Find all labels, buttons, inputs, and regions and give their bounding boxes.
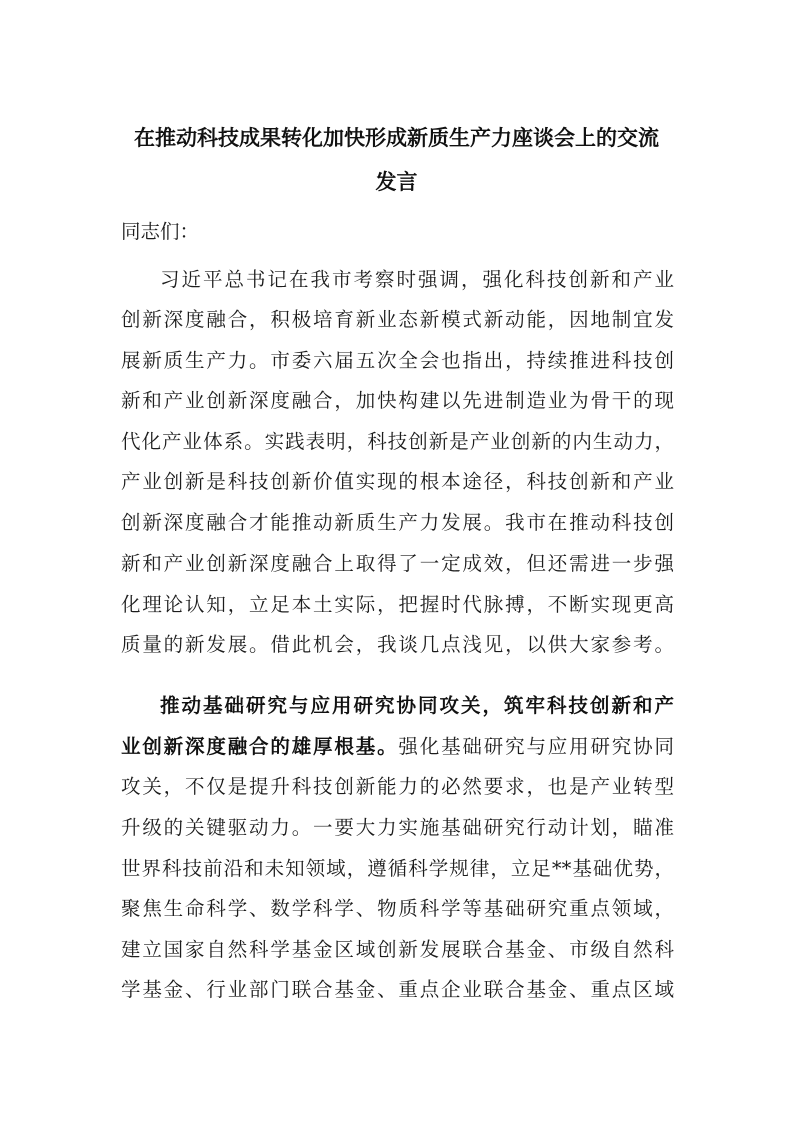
paragraph-1-line: 新和产业创新深度融合，加快构建以先进制造业为骨干的现: [121, 389, 674, 412]
document-title-line-2: 发言: [375, 169, 418, 194]
paragraph-2-line: 升级的关键驱动力。一要大力实施基础研究行动计划，瞄准: [121, 816, 674, 839]
paragraph-2-line: 世界科技前沿和未知领域，遵循科学规律，立足**基础优势，: [121, 857, 674, 880]
paragraph-1-line: 展新质生产力。市委六届五次全会也指出，持续推进科技创: [121, 349, 674, 372]
paragraph-2-line: [121, 735, 674, 759]
paragraph-2-line: 学基金、行业部门联合基金、重点企业联合基金、重点区域: [121, 978, 674, 1001]
paragraph-2-heading-line: [160, 694, 674, 718]
paragraph-1-line: 代化产业体系。实践表明，科技创新是产业创新的内生动力，: [121, 430, 674, 453]
paragraph-1-line: 产业创新是科技创新价值实现的根本途径，科技创新和产业: [121, 470, 674, 493]
paragraph-2-text: 强化基础研究与应用研究协同: [398, 735, 674, 758]
salutation: 同志们：: [121, 220, 200, 243]
paragraph-2-line: 聚焦生命科学、数学科学、物质科学等基础研究重点领域，: [121, 897, 674, 920]
paragraph-1-line: 化理论认知，立足本土实际，把握时代脉搏，不断实现更高: [121, 593, 674, 616]
paragraph-1-line: 习近平总书记在我市考察时强调，强化科技创新和产业: [160, 268, 674, 291]
paragraph-2-line: 建立国家自然科学基金区域创新发展联合基金、市级自然科: [121, 938, 674, 961]
paragraph-1-line: 创新深度融合才能推动新质生产力发展。我市在推动科技创: [121, 511, 674, 534]
document-title-line-1: 在推动科技成果转化加快形成新质生产力座谈会上的交流: [134, 125, 659, 150]
paragraph-2-bold-text: 推动基础研究与应用研究协同攻关，筑牢科技创新和产: [160, 694, 674, 717]
paragraph-1-line: 质量的新发展。借此机会，我谈几点浅见，以供大家参考。: [121, 633, 674, 656]
paragraph-1-line: 创新深度融合，积极培育新业态新模式新动能，因地制宜发: [121, 308, 674, 331]
paragraph-2-bold-text: 业创新深度融合的雄厚根基。: [121, 735, 399, 758]
paragraph-2-line: 攻关，不仅是提升科技创新能力的必然要求，也是产业转型: [121, 775, 674, 798]
paragraph-1-line: 新和产业创新深度融合上取得了一定成效，但还需进一步强: [121, 552, 674, 575]
